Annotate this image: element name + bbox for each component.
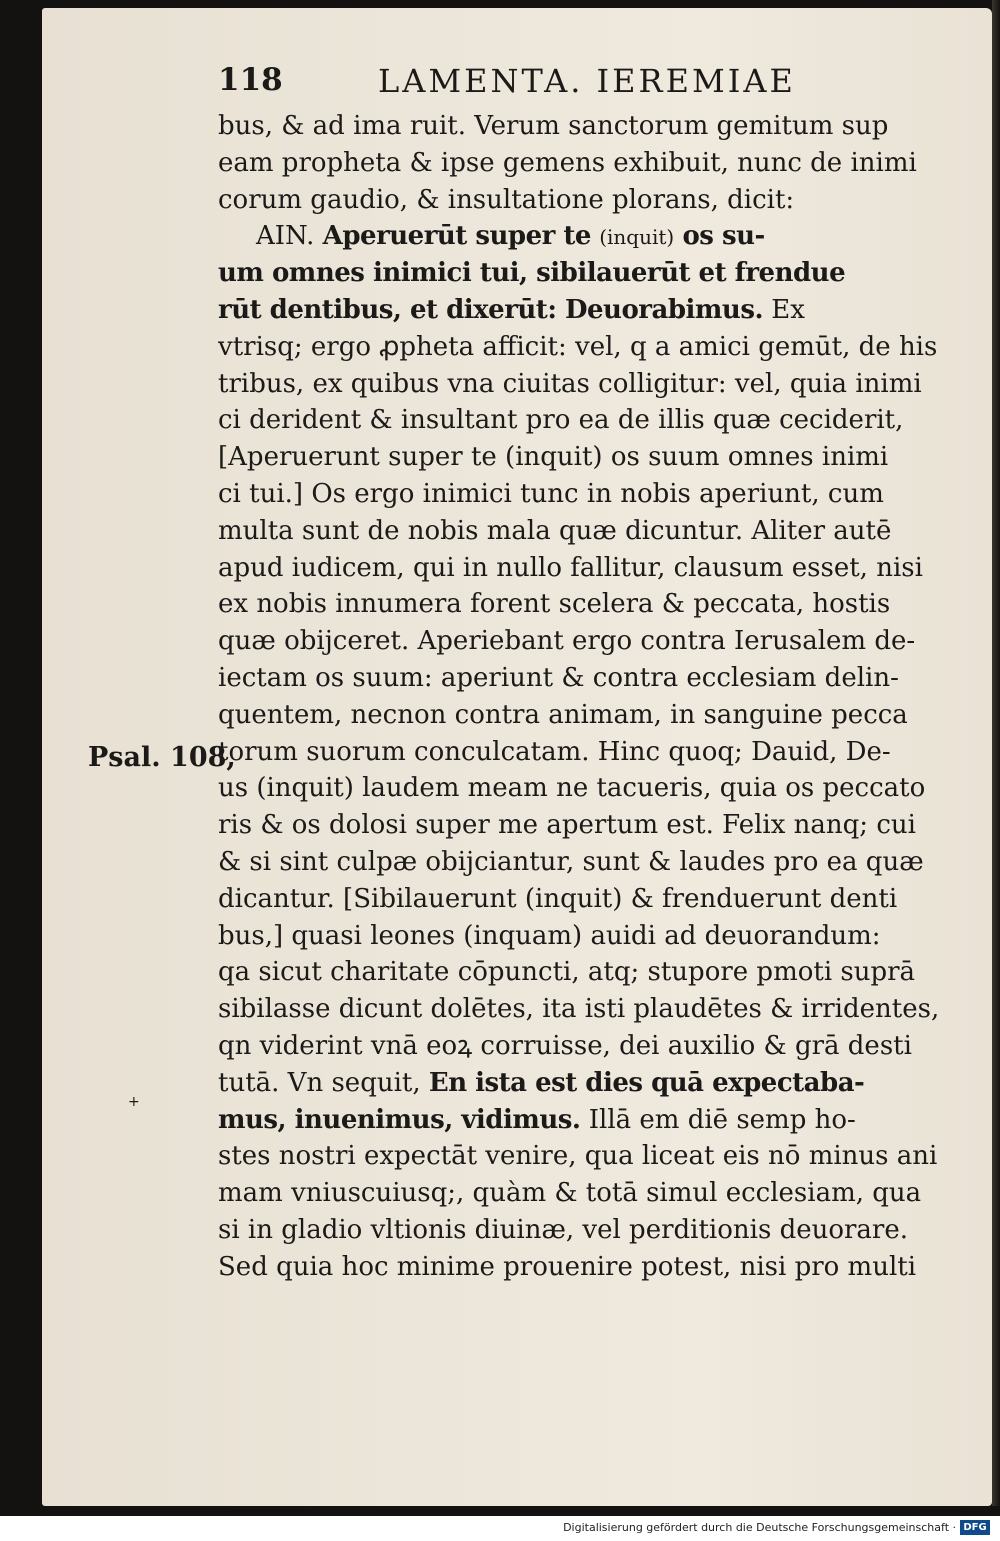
footer-credit: Digitalisierung gefördert durch die Deutsche Forschungsgemeinschaft ·	[563, 1521, 956, 1534]
text-line: quæ obijceret. Aperiebant ergo contra Ierusalem de-	[218, 626, 916, 657]
inline-text: (inquit)	[599, 225, 675, 250]
text-line: quentem, necnon contra animam, in sanguine pecca	[218, 699, 908, 730]
text-line: stes nostri expectāt venire, qua liceat eis nō minus ani	[218, 1141, 938, 1172]
gothic-text: um omnes inimici tui, sibilauerūt et frendue	[218, 258, 846, 289]
gothic-text: os su-	[682, 221, 765, 252]
gothic-text: rūt dentibus, et dixerūt: Deuorabimus.	[218, 294, 764, 325]
margin-mark: +	[128, 1094, 140, 1110]
ain-label: AIN.	[256, 221, 315, 252]
inline-text: tutā. Vn sequit,	[218, 1067, 421, 1098]
text-line: ci derident & insultant pro ea de illis quæ ceciderit,	[218, 405, 904, 436]
gothic-text: En ista est dies quā expectaba-	[428, 1067, 865, 1098]
gothic-verse-line	[218, 292, 942, 329]
text-line: eam propheta & ipse gemens exhibuit, nunc de inimi	[218, 147, 917, 178]
text-line: [Aperuerunt super te (inquit) os suum omnes inimi	[218, 442, 889, 473]
text-line: vtrisq; ergo ꝓpheta afficit: vel, q a amici gemūt, de his	[218, 331, 938, 362]
gothic-text: mus, inuenimus, vidimus.	[218, 1104, 581, 1135]
mus-line	[218, 1102, 942, 1139]
text-line: sibilasse dicunt dolētes, ita isti plaudētes & irridentes,	[218, 994, 940, 1025]
margin-reference: Psal. 108,	[88, 742, 236, 773]
text-line: us (inquit) laudem meam ne tacueris, quia os peccato	[218, 773, 926, 804]
folio-number: 118	[218, 62, 283, 98]
text-line: ex nobis innumera forent scelera & peccata, hostis	[218, 589, 891, 620]
gothic-verse-line	[218, 255, 942, 292]
text-line: dicantur. [Sibilauerunt (inquit) & frenduerunt denti	[218, 883, 898, 914]
text-line: iectam os suum: aperiunt & contra ecclesiam delin-	[218, 662, 899, 693]
text-line: & si sint culpæ obijciantur, sunt & laudes pro ea quæ	[218, 846, 924, 877]
running-head: LAMENTA. IEREMIAE	[378, 62, 796, 100]
en-ista-line	[218, 1065, 942, 1102]
page-edge	[992, 0, 1000, 1506]
text-line: multa sunt de nobis mala quæ dicuntur. Aliter autē	[218, 515, 892, 546]
text-line: qn viderint vnā eoꝝ corruisse, dei auxilio & grā desti	[218, 1030, 912, 1061]
text-line: corum gaudio, & insultatione plorans, dicit:	[218, 184, 795, 215]
text-block	[218, 62, 942, 1286]
inline-text: Ex	[771, 294, 805, 325]
text-line: mam vniuscuiusq;, quàm & totā simul ecclesiam, qua	[218, 1178, 922, 1209]
text-line: apud iudicem, qui in nullo fallitur, clausum esset, nisi	[218, 552, 923, 583]
text-line: Sed quia hoc minime prouenire potest, nisi pro multi	[218, 1251, 917, 1282]
ain-verse-line	[218, 218, 942, 255]
page-header	[218, 62, 942, 108]
text-line: bus,] quasi leones (inquam) auidi ad deuorandum:	[218, 920, 881, 951]
gothic-text: Aperuerūt super te	[322, 221, 591, 252]
text-line: tribus, ex quibus vna ciuitas colligitur: vel, quia inimi	[218, 368, 922, 399]
dfg-logo: DFG	[960, 1520, 990, 1535]
text-line: torum suorum conculcatam. Hinc quoq; Dauid, De-	[218, 736, 891, 767]
inline-text: Illā em diē semp ho-	[588, 1104, 856, 1135]
text-line: ris & os dolosi super me apertum est. Felix nanq; cui	[218, 810, 916, 841]
text-line: bus, & ad ima ruit. Verum sanctorum gemitum sup	[218, 111, 889, 141]
text-line: ci tui.] Os ergo inimici tunc in nobis aperiunt, cum	[218, 478, 884, 509]
text-line: si in gladio vltionis diuinæ, vel perditionis deuorare.	[218, 1214, 909, 1245]
text-line: qa sicut charitate cōpuncti, atq; stupore pmoti suprā	[218, 957, 916, 988]
